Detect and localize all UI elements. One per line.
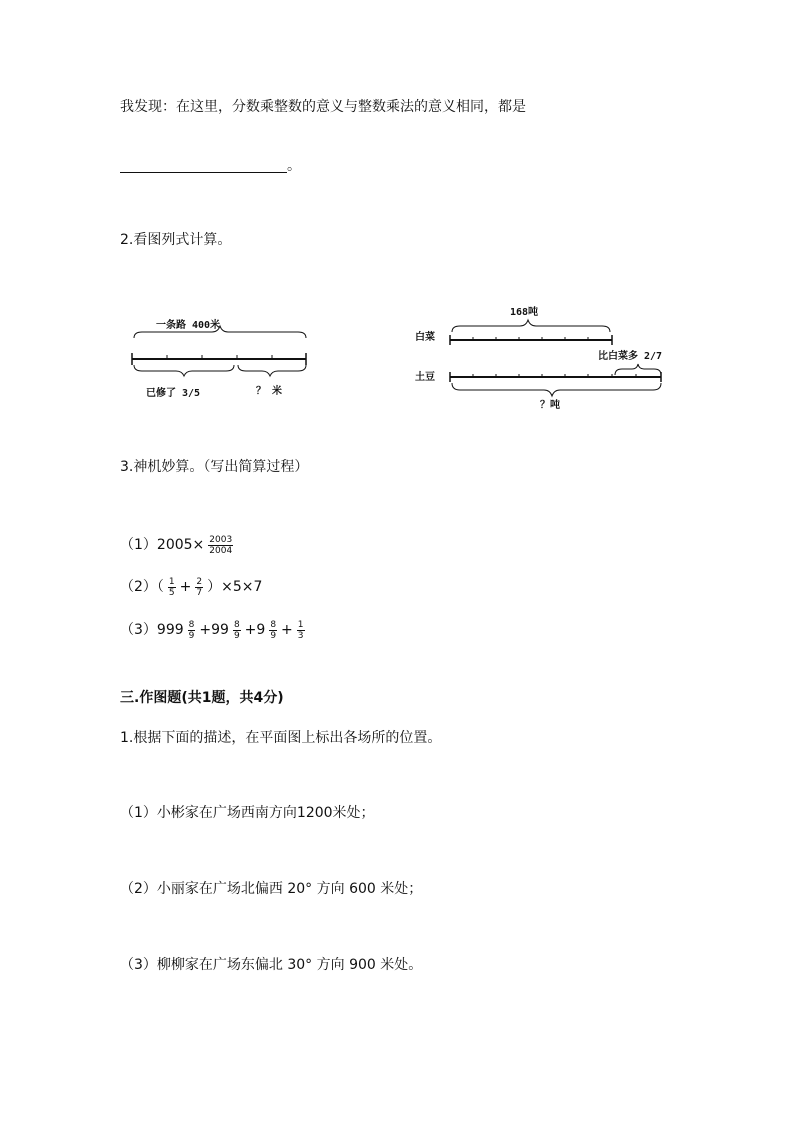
fraction: $\frac{8}{9}$	[233, 619, 240, 641]
extra-brace	[615, 364, 661, 375]
location-item-3: （3）柳柳家在广场东偏北 30° 方向 900 米处。	[120, 957, 423, 973]
expr-text: 2005×	[156, 537, 205, 553]
road-top-label: 一条路 400米	[156, 320, 221, 331]
cabbage-amount-label: 168吨	[510, 307, 539, 318]
fraction: $\frac{2}{7}$	[196, 576, 203, 598]
q2-title: 2.看图列式计算。	[120, 232, 232, 248]
q3-title: 3.神机妙算。（写出简算过程）	[120, 459, 309, 475]
fraction: $\frac{2003}{2004}$	[209, 534, 233, 556]
item-number: （2）	[120, 579, 157, 595]
more-than-cabbage-label: 比白菜多 2/7	[598, 351, 663, 362]
road-diagram	[126, 308, 316, 403]
blank-period: 。	[287, 158, 301, 174]
item-number: （1）	[120, 537, 157, 553]
q3-item-2: （2）（ $\frac{1}{5}$ + $\frac{2}{7}$ ）×5×7	[120, 576, 263, 598]
potato-amount-label: ？吨	[540, 400, 560, 411]
item-number: （3）	[120, 622, 157, 638]
cabbage-label: 白菜	[415, 332, 435, 343]
answer-blank[interactable]	[120, 158, 287, 173]
cabbage-brace	[452, 320, 610, 332]
fraction: $\frac{8}{9}$	[270, 619, 277, 641]
cabbage-potato-diagram	[410, 300, 680, 415]
location-item-1: （1）小彬家在广场西南方向1200米处；	[120, 805, 375, 821]
discovery-text: 我发现：在这里，分数乘整数的意义与整数乘法的意义相同，都是	[120, 99, 526, 115]
q3-item-1	[120, 530, 237, 560]
road-rest-label: ？ 米	[256, 386, 283, 397]
potato-label: 土豆	[415, 372, 435, 383]
fraction: $\frac{1}{3}$	[297, 619, 304, 641]
location-item-2: （2）小丽家在广场北偏西 20° 方向 600 米处；	[120, 881, 423, 897]
road-done-brace	[134, 365, 234, 376]
q3-item-3: （3）999 $\frac{8}{9}$ +99 $\frac{8}{9}$ +9 $\frac{8}{9}$ + $\frac{1}{3}$	[120, 619, 304, 641]
road-done-label: 已修了 3/5	[146, 388, 201, 399]
potato-brace	[452, 383, 661, 396]
fraction: $\frac{8}{9}$	[188, 619, 195, 641]
road-rest-brace	[238, 365, 306, 376]
q1-title: 1.根据下面的描述，在平面图上标出各场所的位置。	[120, 730, 442, 746]
section-heading: 三.作图题(共1题，共4分)	[120, 690, 284, 706]
fraction: $\frac{1}{5}$	[168, 576, 175, 598]
